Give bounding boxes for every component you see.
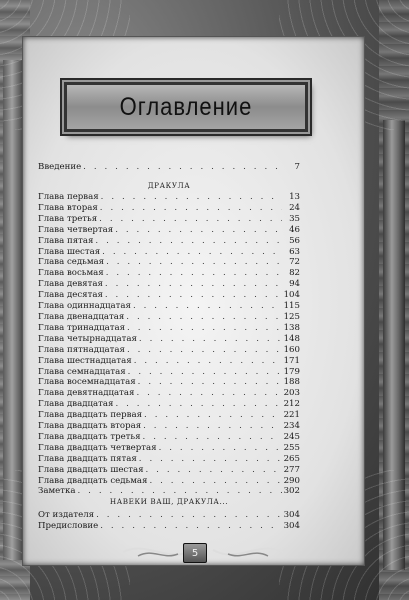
- leader-dots: [83, 162, 282, 173]
- toc-row[interactable]: [38, 454, 300, 465]
- toc-label: Глава двадцатая: [38, 399, 114, 410]
- toc-page: 148: [283, 333, 300, 344]
- toc-row[interactable]: [38, 388, 300, 399]
- toc-page: 82: [289, 268, 300, 279]
- toc-row[interactable]: [38, 521, 300, 532]
- toc-page: 203: [283, 388, 300, 399]
- toc-label: Глава восьмая: [38, 268, 104, 279]
- toc-label: Глава двадцать вторая: [38, 421, 142, 432]
- leader-dots: [146, 465, 282, 476]
- leader-dots: [115, 399, 281, 410]
- leader-dots: [99, 214, 282, 225]
- toc-page: 63: [289, 246, 300, 257]
- leader-dots: [126, 312, 281, 323]
- leader-dots: [143, 421, 281, 432]
- toc-row[interactable]: [38, 432, 300, 443]
- toc-row[interactable]: [38, 268, 300, 279]
- toc-label: Глава седьмая: [38, 257, 105, 268]
- leader-dots: [143, 432, 282, 443]
- toc-label: Глава тринадцатая: [38, 322, 126, 333]
- toc-row[interactable]: [38, 356, 300, 367]
- leader-dots: [133, 301, 282, 312]
- toc-label: Глава двадцать пятая: [38, 453, 137, 464]
- leader-dots: [144, 410, 282, 421]
- toc-page: 94: [289, 279, 300, 290]
- toc-label: Глава третья: [38, 213, 98, 224]
- toc-chapters: [38, 192, 300, 497]
- leader-dots: [78, 486, 282, 497]
- leader-dots: [139, 334, 282, 345]
- leader-dots: [100, 521, 281, 532]
- toc-row[interactable]: [38, 510, 300, 521]
- toc-page: 115: [283, 301, 300, 312]
- toc-page: 304: [283, 510, 300, 520]
- toc-label: Глава девятая: [38, 279, 103, 290]
- toc-page: 245: [283, 431, 300, 442]
- toc-row[interactable]: [38, 465, 300, 476]
- toc-page: 72: [289, 257, 300, 268]
- leader-dots: [106, 257, 282, 268]
- toc-label: Глава двадцать седьмая: [38, 475, 148, 486]
- toc-page: 56: [289, 235, 300, 246]
- toc-row[interactable]: [38, 279, 300, 290]
- toc-label: Заметка: [38, 486, 76, 497]
- toc-row[interactable]: [38, 399, 300, 410]
- toc-label: Глава шестая: [38, 246, 101, 257]
- toc-row[interactable]: [38, 247, 300, 258]
- toc-page: 302: [283, 486, 300, 497]
- toc-row[interactable]: [38, 312, 300, 323]
- toc-page: 179: [283, 366, 300, 377]
- toc-page: 138: [283, 322, 300, 333]
- toc-page: 104: [283, 290, 300, 301]
- leader-dots: [139, 454, 282, 465]
- toc-page: 290: [283, 475, 300, 486]
- toc-row[interactable]: [38, 476, 300, 487]
- toc-row[interactable]: [38, 192, 300, 203]
- leader-dots: [102, 247, 282, 258]
- leader-dots: [128, 367, 282, 378]
- toc-page: 234: [283, 421, 300, 432]
- leader-dots: [95, 236, 282, 247]
- toc-page: 125: [283, 311, 300, 322]
- toc-page: 24: [289, 202, 300, 213]
- toc-page: 255: [283, 442, 300, 453]
- section-heading: ДРАКУЛА: [147, 181, 191, 190]
- toc-row[interactable]: [38, 162, 300, 173]
- toc-row[interactable]: [38, 377, 300, 388]
- page-title: Оглавление: [119, 92, 253, 121]
- leader-dots: [159, 443, 282, 454]
- toc-label: Глава семнадцатая: [38, 366, 126, 377]
- leader-dots: [106, 268, 282, 279]
- toc-label: Глава восемнадцатая: [38, 377, 136, 388]
- leader-dots: [101, 192, 282, 203]
- toc-page: 35: [289, 213, 300, 224]
- toc-row[interactable]: [38, 323, 300, 334]
- toc-row[interactable]: [38, 290, 300, 301]
- toc-page: 171: [283, 355, 300, 366]
- leader-dots: [105, 290, 282, 301]
- leader-dots: [149, 476, 281, 487]
- toc-label: Глава вторая: [38, 202, 98, 213]
- toc-page: 46: [289, 224, 300, 235]
- toc-row[interactable]: [38, 257, 300, 268]
- leader-dots: [115, 225, 282, 236]
- toc-intro: [38, 162, 300, 173]
- toc-label: Введение: [38, 162, 82, 172]
- toc-label: Глава пятнадцатая: [38, 344, 125, 355]
- toc-page: 212: [283, 399, 300, 410]
- toc-page: 265: [283, 453, 300, 464]
- title-plate: [64, 82, 308, 132]
- toc-row[interactable]: [38, 410, 300, 421]
- toc-label: От издателя: [38, 510, 95, 520]
- leader-dots: [127, 323, 282, 334]
- toc-row[interactable]: [38, 486, 300, 497]
- toc-row[interactable]: [38, 345, 300, 356]
- leader-dots: [134, 356, 282, 367]
- toc-page: 160: [283, 344, 300, 355]
- toc-page: 188: [283, 377, 300, 388]
- toc-row[interactable]: [38, 334, 300, 345]
- leader-dots: [136, 388, 281, 399]
- toc-label: Глава пятая: [38, 235, 94, 246]
- leader-dots: [138, 377, 282, 388]
- section-heading: НАВЕКИ ВАШ, ДРАКУЛА...: [109, 497, 229, 506]
- leader-dots: [100, 203, 282, 214]
- toc-page: 13: [289, 192, 300, 202]
- toc-label: Глава шестнадцатая: [38, 355, 132, 366]
- toc-label: Глава двадцать первая: [38, 410, 143, 421]
- toc-row[interactable]: [38, 203, 300, 214]
- toc-label: Предисловие: [38, 520, 99, 531]
- toc-label: Глава двадцать шестая: [38, 464, 144, 475]
- toc-extras: [38, 510, 300, 532]
- toc-page: 221: [283, 410, 300, 421]
- toc-label: Глава двадцать четвертая: [38, 442, 157, 453]
- leader-dots: [96, 510, 282, 521]
- toc-label: Глава двадцать третья: [38, 431, 141, 442]
- toc-row[interactable]: [38, 214, 300, 225]
- toc-row[interactable]: [38, 236, 300, 247]
- toc-page: 304: [283, 520, 300, 531]
- toc-row[interactable]: [38, 421, 300, 432]
- toc-row[interactable]: [38, 225, 300, 236]
- toc-label: Глава четвертая: [38, 224, 114, 235]
- page-number-badge: 5: [183, 543, 207, 563]
- toc-label: Глава десятая: [38, 290, 103, 301]
- toc-row[interactable]: [38, 367, 300, 378]
- toc-label: Глава первая: [38, 192, 99, 202]
- toc-label: Глава девятнадцатая: [38, 388, 135, 399]
- toc-row[interactable]: [38, 443, 300, 454]
- toc-label: Глава двенадцатая: [38, 311, 125, 322]
- toc-row[interactable]: [38, 301, 300, 312]
- leader-dots: [127, 345, 282, 356]
- toc-page: 277: [283, 464, 300, 475]
- toc-label: Глава одиннадцатая: [38, 301, 131, 312]
- leader-dots: [105, 279, 282, 290]
- toc-label: Глава четырнадцатая: [38, 333, 137, 344]
- toc-page: 7: [294, 162, 300, 172]
